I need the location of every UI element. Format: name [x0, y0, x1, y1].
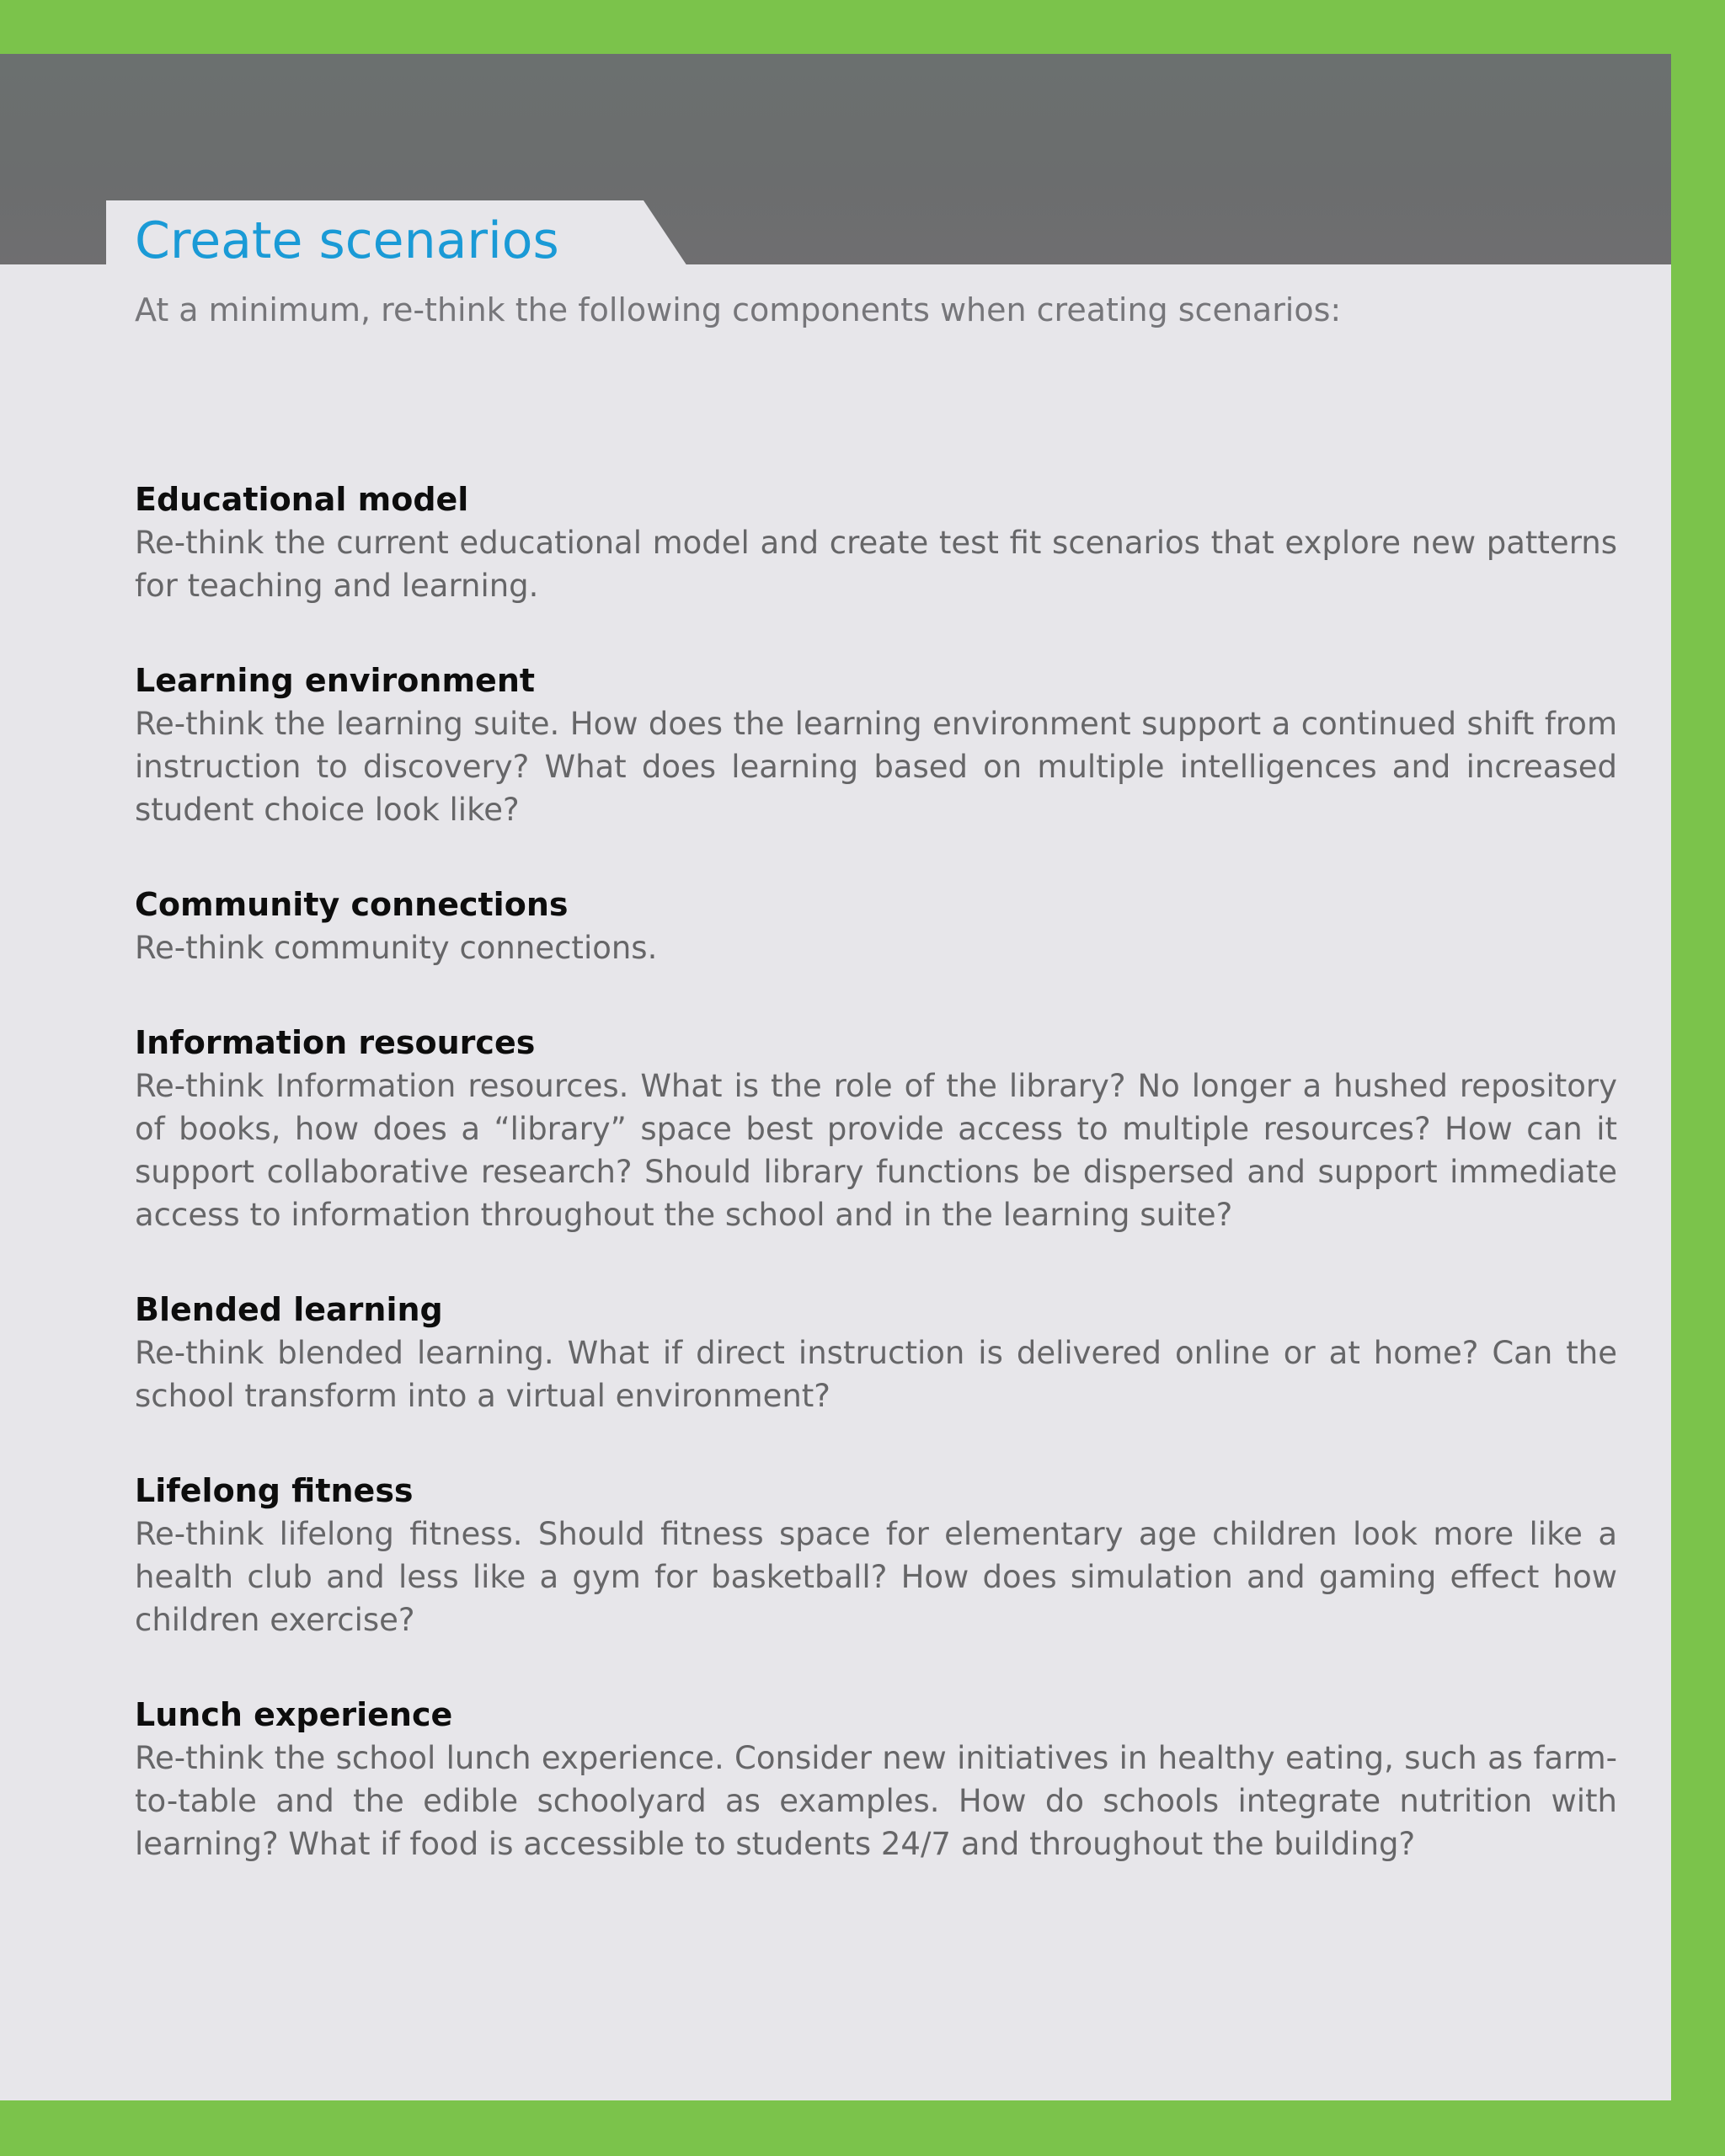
intro-text: At a minimum, re-think the following components when creating scenarios: — [135, 291, 1342, 328]
section-learning-environment — [135, 659, 1617, 831]
section-community-connections — [135, 883, 1617, 969]
section-information-resources — [135, 1022, 1617, 1236]
section-body: Re-think community connections. — [135, 930, 658, 966]
section-heading: Lifelong fitness — [135, 1472, 414, 1509]
section-body: Re-think the current educational model and create test fit scenarios that explore new patterns for teaching and learning. — [135, 525, 1617, 604]
section-body: Re-think lifelong fitness. Should fitness space for elementary age children look more like a health club and less like a gym for basketball? How does simulation and gaming effect how children exercise? — [135, 1516, 1617, 1638]
sections-list — [135, 478, 1617, 1918]
section-lunch-experience — [135, 1694, 1617, 1865]
section-heading: Blended learning — [135, 1291, 443, 1328]
section-body: Re-think Information resources. What is the role of the library? No longer a hushed repository of books, how does a “library” space best provide access to multiple resources? How can it support collaborative research? Should library functions be dispersed and support immediate access to information throughout the school and in the learning suite? — [135, 1068, 1617, 1233]
section-heading: Learning environment — [135, 662, 536, 699]
page-panel — [0, 54, 1671, 2100]
section-body: Re-think the school lunch experience. Consider new initiatives in healthy eating, such as farm-to-table and the edible schoolyard as examples. How do schools integrate nutrition with learning? What if food is accessible to students 24/7 and throughout the building? — [135, 1740, 1617, 1862]
section-heading: Community connections — [135, 886, 569, 923]
section-body: Re-think blended learning. What if direct instruction is delivered online or at home? Can the school transform into a virtual environment? — [135, 1335, 1617, 1414]
page-title: Create scenarios — [135, 211, 559, 270]
section-blended-learning — [135, 1289, 1617, 1417]
section-educational-model — [135, 478, 1617, 607]
section-heading: Educational model — [135, 481, 469, 518]
section-lifelong-fitness — [135, 1470, 1617, 1641]
section-heading: Lunch experience — [135, 1696, 453, 1733]
section-body: Re-think the learning suite. How does the learning environment support a continued shift from instruction to discovery? What does learning based on multiple intelligences and increased student choice look like? — [135, 706, 1617, 828]
section-heading: Information resources — [135, 1024, 536, 1061]
